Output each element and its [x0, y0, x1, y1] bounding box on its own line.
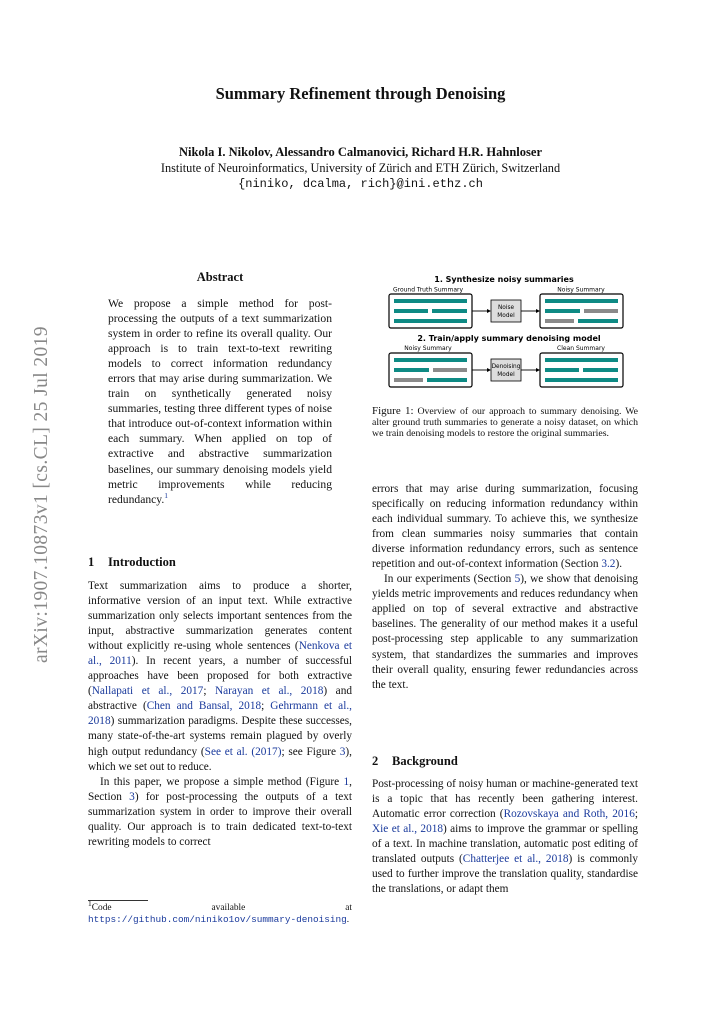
section-link[interactable]: 3.2	[601, 558, 616, 571]
citation-link[interactable]: Chen and Bansal, 2018	[146, 700, 262, 713]
citation-link[interactable]: Xie et al., 2018	[372, 823, 444, 836]
noise-model-box	[491, 300, 521, 322]
right-column	[372, 482, 638, 693]
intro-paragraph-4: In our experiments (Section 5), we show that denoising yields metric improvements and reduces redundancy when applied on top of several extractive and abstractive baselines. The generality of our method makes it a useful post-processing step applicable to any summarization system, that standardizes the summaries and improves their overall quality, ensuring fewer redundancies across the text.	[372, 573, 638, 691]
figure-stage-1-title: 1. Synthesize noisy summaries	[434, 275, 574, 284]
intro-paragraph-3: errors that may arise during summarization, focusing specifically on reducing information redundancy within each individual summary. To achieve this, we synthesize from clean summaries noisy summaries that contain diverse information redundancy errors, such as sentence repetition and out-of-context information (Section 3.2).	[372, 483, 638, 571]
intro-paragraph-2: In this paper, we propose a simple method (Figure 1, Section 3) for post-processing the outputs of a text summarization system in order to improve their overall quality. Our approach is to train dedicated text-to-text rewriting models to correct	[88, 775, 353, 848]
noisy-summary-box-top	[540, 294, 623, 328]
author-list: Nikola I. Nikolov, Alessandro Calmanovici, Richard H.R. Hahnloser	[178, 145, 542, 159]
noisy-summary-label-bottom: Noisy Summary	[404, 345, 452, 352]
svg-text:Noise: Noise	[497, 305, 515, 311]
citation-link[interactable]: Nallapati et al., 2017	[91, 685, 204, 698]
ground-truth-summary-box	[389, 294, 472, 328]
footnote: $^1$Code available at https://github.com/niniko1ov/summary-denoising.	[88, 898, 352, 925]
citation-link[interactable]: See et al. (2017)	[204, 745, 282, 758]
clean-summary-label: Clean Summary	[557, 345, 605, 352]
code-url-link[interactable]: https://github.com/niniko1ov/summary-denoising	[88, 914, 347, 925]
section-heading-background: 2 Background	[372, 754, 458, 768]
citation-link[interactable]: Gehrmann et al., 2018	[88, 700, 352, 728]
intro-paragraph-1: Text summarization aims to produce a shorter, informative version of an input text. While extractive summarization only selects important sentences from the input, abstractive summarization generates content without explicitly re-using whole sentences (Nenkova et al., 2011). In recent years, a number of successful approaches have been proposed for both extractive (Nallapati et al., 2017; Narayan et al., 2018) and abstractive (Chen and Bansal, 2018; Gehrmann et al., 2018) summarization paradigms. Despite these successes, many state-of-the-art systems remain plagued by overly high output redundancy (See et al. (2017); see Figure 3), which we set out to reduce.	[88, 580, 353, 773]
section-link[interactable]: 5	[514, 573, 521, 586]
svg-text:Denoising: Denoising	[491, 364, 521, 370]
figure-link[interactable]: 1	[343, 775, 350, 788]
figure-1-caption: Figure 1: Overview of our approach to summary denoising. We alter ground truth summaries to generate a noisy dataset, on which we train denoising models to restore the original summaries.	[372, 405, 638, 439]
intro-column	[88, 579, 352, 850]
citation-link[interactable]: Chatterjee et al., 2018	[462, 853, 569, 866]
svg-text:Model: Model	[497, 372, 515, 378]
figure-link[interactable]: 3	[339, 745, 346, 758]
citation-link[interactable]: Narayan et al., 2018	[214, 685, 324, 698]
author-emails: {niniko, dcalma, rich}@ini.ethz.ch	[238, 177, 483, 191]
abstract-body: We propose a simple method for post-processing the outputs of a text summarization system in order to refine its overall quality. Our approach is to train text-to-text rewriting models to correct information redundancy errors that may arise during summarization. We train on synthetically generated noisy summaries, testing three different types of noise that introduce out-of-context information within each summary. When applied on top of extractive and abstractive summarization baselines, our summary denoising models yield metric improvements while reducing redundancy.$^1$	[108, 297, 332, 506]
background-paragraph-1: Post-processing of noisy human or machine-generated text is a topic that has recently been gathering interest. Automatic error correction (Rozovskaya and Roth, 2016; Xie et al., 2018) aims to improve the grammar or spelling of a text. In machine translation, automatic post editing of translated outputs (Chatterjee et al., 2018) is commonly used to further improve the translation quality, standardise the translations, or adapt them	[372, 778, 638, 896]
citation-link[interactable]: Rozovskaya and Roth, 2016	[503, 808, 635, 821]
arxiv-stamp: arXiv:1907.10873v1 [cs.CL] 25 Jul 2019	[31, 326, 52, 663]
section-heading-introduction: 1 Introduction	[88, 555, 176, 569]
affiliation: Institute of Neuroinformatics, University of Zürich and ETH Zürich, Switzerland	[160, 161, 561, 175]
svg-text:Model: Model	[497, 313, 515, 319]
section-link[interactable]: 3	[129, 790, 135, 803]
figure-1-diagram	[384, 273, 640, 397]
ground-truth-summary-label: Ground Truth Summary	[392, 286, 464, 294]
footnote-rule	[88, 900, 148, 901]
clean-summary-box	[540, 353, 623, 387]
footnote-ref[interactable]: 1	[164, 490, 168, 500]
paper-title: Summary Refinement through Denoising	[215, 84, 506, 103]
citation-link[interactable]: Nenkova et al., 2011	[88, 640, 353, 668]
noisy-summary-box-bottom	[389, 353, 472, 387]
abstract-heading: Abstract	[196, 270, 244, 284]
figure-stage-2-title: 2. Train/apply summary denoising model	[417, 334, 601, 343]
denoising-model-box	[491, 359, 521, 381]
noisy-summary-label-top: Noisy Summary	[557, 286, 605, 294]
